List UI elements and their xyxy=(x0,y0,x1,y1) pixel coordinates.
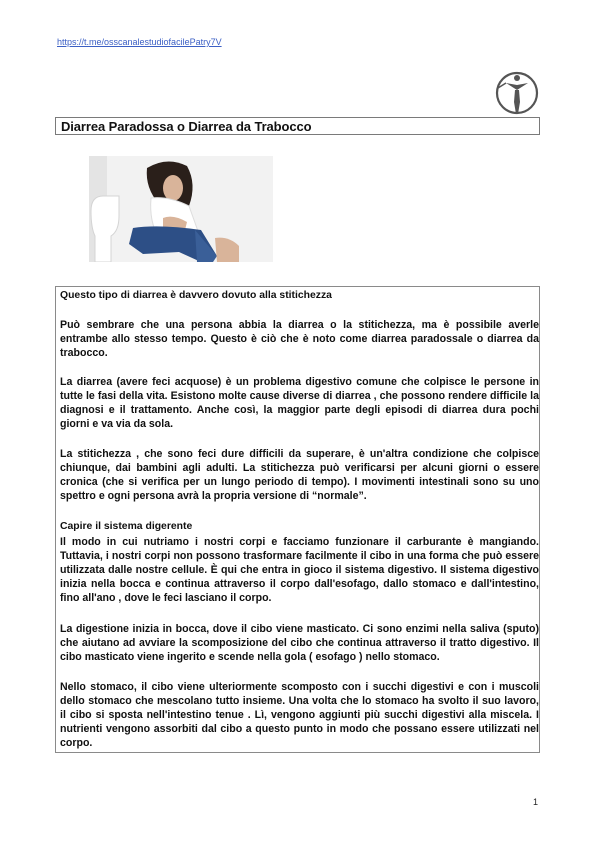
paragraph-3: La stitichezza , che sono feci dure difficili da superare, è un'altra condizione che colpisce chiunque, dai bambini agli adulti. La stitichezza può verificarsi per alcuni giorni o essere cronica (che si verifica per un lungo periodo di tempo). I movimenti intestinali sono su uno spettro e ogni persona avrà la propria versione di “normale”. xyxy=(60,448,539,502)
anatomy-logo-icon xyxy=(490,66,542,118)
paragraph-5: La digestione inizia in bocca, dove il cibo viene masticato. Ci sono enzimi nella saliva (sputo) che aiutano ad avviare la scomposizione del cibo che continua attraverso il tratto digestivo. Il cibo masticato viene ingerito e scende nella gola ( esofago ) nello stomaco. xyxy=(60,623,539,663)
paragraph-6: Nello stomaco, il cibo viene ulteriormente scomposto con i succhi digestivi e con i muscoli dello stomaco che mescolano tutto insieme. Una volta che lo stomaco ha svolto il suo lavoro, il cibo si sposta nell'intestino tenue . Lì, vengono aggiunti più succhi digestivi alla miscela. I nutrienti vengono assorbiti dal cibo a questo punto in modo che possano essere utilizzati nel corpo. xyxy=(60,681,539,749)
article-photo xyxy=(89,156,273,262)
paragraph-4: Il modo in cui nutriamo i nostri corpi e facciamo funzionare il carburante è mangiando. Tuttavia, i nostri corpi non possono trasformare facilmente il cibo in una forma che può essere utilizzata dalle nostre cellule. È qui che entra in gioco il sistema digestivo. Il sistema digestivo inizia nella bocca e continua attraverso il corpo dall'esofago, dallo stomaco e dall'intestino, fino all'ano , dove le feci lasciano il corpo. xyxy=(60,536,539,604)
section-heading: Capire il sistema digerente xyxy=(60,521,193,532)
page-number: 1 xyxy=(533,797,539,807)
intro-heading: Questo tipo di diarrea è davvero dovuto alla stitichezza xyxy=(60,290,332,301)
telegram-link[interactable]: https://t.me/osscanalestudiofacilePatry7V xyxy=(57,37,222,47)
paragraph-2: La diarrea (avere feci acquose) è un problema digestivo comune che colpisce le persone in tutte le fasi della vita. Esistono molte cause diverse di diarrea , che possono rendere difficile la diagnosi e il trattamento. Anche così, la maggior parte degli episodi di diarrea dura pochi giorni e va via da sola. xyxy=(60,376,539,430)
paragraph-1: Può sembrare che una persona abbia la diarrea o la stitichezza, ma è possibile averle entrambe allo stesso tempo. Questo è ciò che è noto come diarrea paradossale o diarrea da trabocco. xyxy=(60,319,539,359)
title-box xyxy=(55,117,540,135)
page-title: Diarrea Paradossa o Diarrea da Trabocco xyxy=(61,119,312,134)
